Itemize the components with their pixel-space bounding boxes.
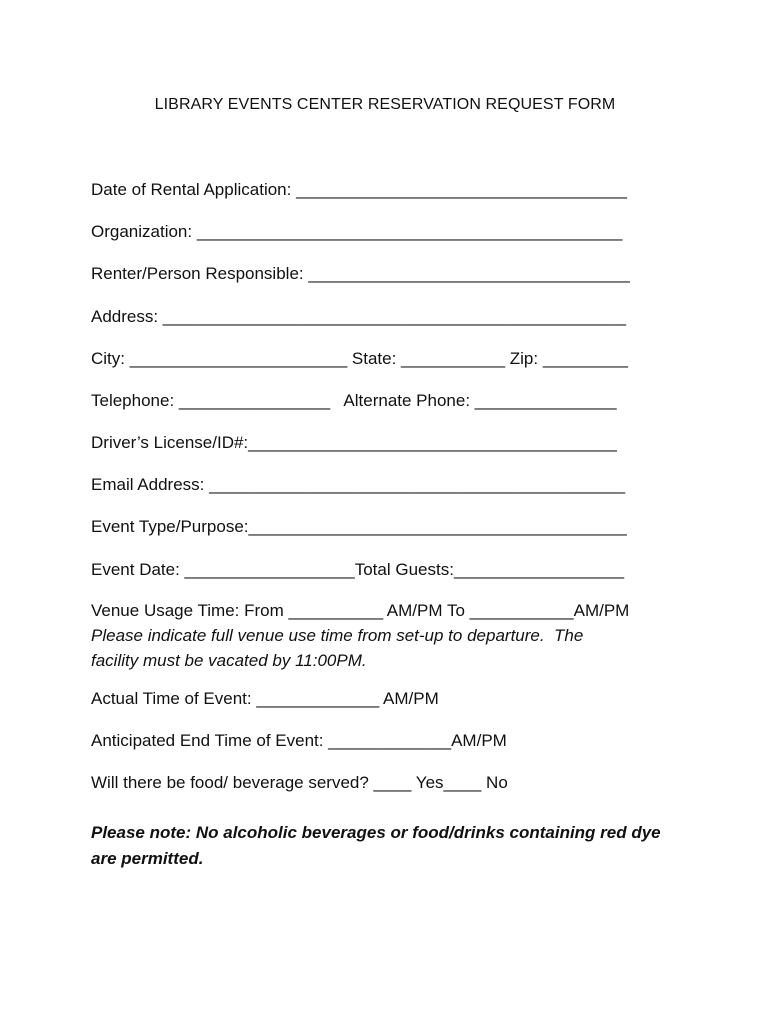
anticipated-end-time-field: Anticipated End Time of Event: _____________AM/PM (91, 731, 507, 750)
venue-instruction-line-2: facility must be vacated by 11:00PM. (91, 651, 367, 670)
email-address-field: Email Address: ____________________________________________ (91, 475, 626, 494)
address-field: Address: _________________________________________________ (91, 307, 627, 326)
note-line-1: Please note: No alcoholic beverages or food/drinks containing red dye (91, 823, 661, 842)
actual-time-of-event-field: Actual Time of Event: _____________ AM/PM (91, 689, 439, 708)
form-title: LIBRARY EVENTS CENTER RESERVATION REQUEST FORM (154, 96, 616, 113)
drivers-license-field: Driver’s License/ID#:_______________________________________ (91, 433, 617, 452)
telephone-field: Telephone: ________________ Alternate Phone: _______________ (91, 391, 617, 410)
note-line-2: are permitted. (91, 849, 204, 868)
event-date-total-guests-field: Event Date: __________________Total Guests:__________________ (91, 560, 625, 579)
renter-person-responsible-field: Renter/Person Responsible: __________________________________ (91, 264, 630, 283)
city-state-zip-field: City: _______________________ State: ___________ Zip: _________ (91, 349, 628, 368)
event-type-purpose-field: Event Type/Purpose:________________________________________ (91, 517, 627, 536)
organization-field: Organization: _____________________________________________ (91, 222, 623, 241)
food-beverage-question: Will there be food/ beverage served? ____ Yes____ No (91, 773, 508, 792)
venue-instruction-line-1: Please indicate full venue use time from set-up to departure. The (91, 626, 584, 645)
venue-usage-time-field: Venue Usage Time: From __________ AM/PM To ___________AM/PM (91, 601, 630, 620)
date-of-rental-application-field: Date of Rental Application: ___________________________________ (91, 180, 627, 199)
